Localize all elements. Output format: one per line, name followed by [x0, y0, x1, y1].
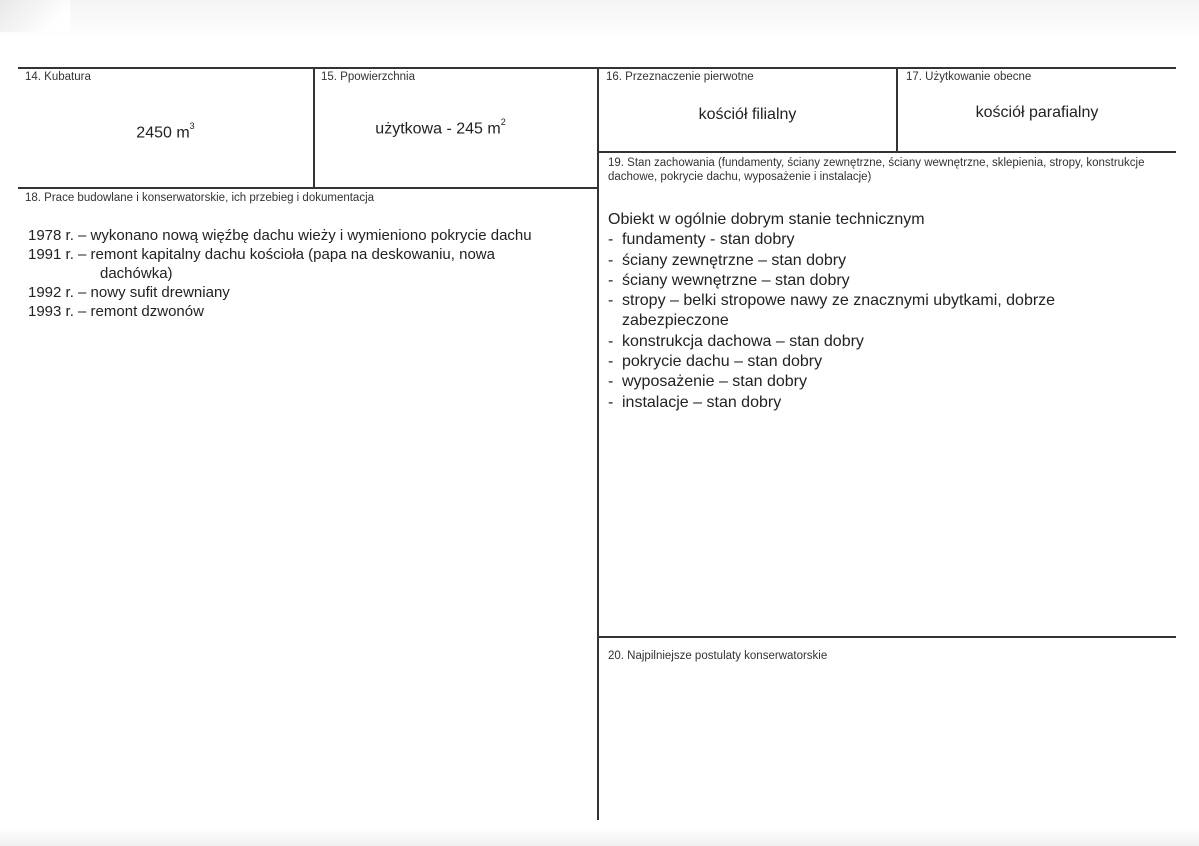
- prace-entry: [28, 302, 593, 321]
- prace-entry-text: 1978 r. – wykonano nową więźbę dachu wieży i wymieniono pokrycie dachu: [28, 227, 532, 244]
- prace-entry: [28, 283, 593, 302]
- prace-label: 18. Prace budowlane i konserwatorskie, ich przebieg i dokumentacja: [25, 192, 375, 204]
- prace-entry-text: 1993 r. – remont dzwonów: [28, 303, 204, 320]
- scan-bottom-shadow: [0, 828, 1199, 846]
- line-below-16-17: [597, 151, 1176, 153]
- przeznaczenie-label: 16. Przeznaczenie pierwotne: [606, 71, 754, 83]
- stan-intro: Obiekt w ogólnie dobrym stanie technicznym: [608, 211, 925, 228]
- przeznaczenie-value: kościół filialny: [698, 106, 797, 123]
- prace-entry: [28, 226, 593, 245]
- stan-item: - wyposażenie – stan dobry: [608, 372, 1128, 392]
- powierzchnia-unit-exponent: 2: [500, 117, 506, 127]
- stan-label: 19. Stan zachowania (fundamenty, ściany zewnętrzne, ściany wewnętrzne, sklepienia, stropy, konstrukcje dachowe, pokrycie dachu, wyposażenie i instalacje): [608, 157, 1145, 183]
- stan-item: - stropy – belki stropowe nawy ze znacznymi ubytkami, dobrze zabezpieczone: [608, 291, 1128, 332]
- prace-entry-text: 1991 r. – remont kapitalny dachu kościoła (papa na deskowaniu, nowa: [28, 246, 495, 263]
- uzytkowanie-value: kościół parafialny: [975, 104, 1099, 121]
- center-divider: [597, 67, 599, 820]
- prace-entry: [28, 245, 593, 283]
- line-above-20: [597, 636, 1176, 638]
- kubatura-value-text: 2450 m: [136, 124, 190, 142]
- powierzchnia-value: [313, 119, 568, 138]
- line-above-18: [18, 187, 598, 189]
- scan-shadow: [0, 0, 1199, 40]
- postulaty-label: 20. Najpilniejsze postulaty konserwatorskie: [608, 650, 828, 662]
- stan-item: - ściany zewnętrzne – stan dobry: [608, 251, 1128, 271]
- stan-item: - konstrukcja dachowa – stan dobry: [608, 332, 1128, 352]
- kubatura-label: 14. Kubatura: [25, 71, 91, 83]
- uzytkowanie-label: 17. Użytkowanie obecne: [906, 71, 1032, 83]
- prace-entry-text: 1992 r. – nowy sufit drewniany: [28, 284, 230, 301]
- stan-item: - ściany wewnętrzne – stan dobry: [608, 271, 1128, 291]
- kubatura-value: [18, 123, 313, 142]
- prace-entry-continuation: dachówka): [100, 265, 173, 282]
- stan-list: [608, 210, 1128, 413]
- scan-corner-shadow: [0, 0, 70, 32]
- prace-list: [28, 226, 593, 321]
- powierzchnia-value-text: użytkowa - 245 m: [375, 120, 501, 138]
- stan-item: - fundamenty - stan dobry: [608, 230, 1128, 250]
- stan-item: - pokrycie dachu – stan dobry: [608, 352, 1128, 372]
- powierzchnia-label: 15. Ppowierzchnia: [321, 71, 415, 83]
- kubatura-unit-exponent: 3: [189, 121, 195, 131]
- stan-item: - instalacje – stan dobry: [608, 393, 1128, 413]
